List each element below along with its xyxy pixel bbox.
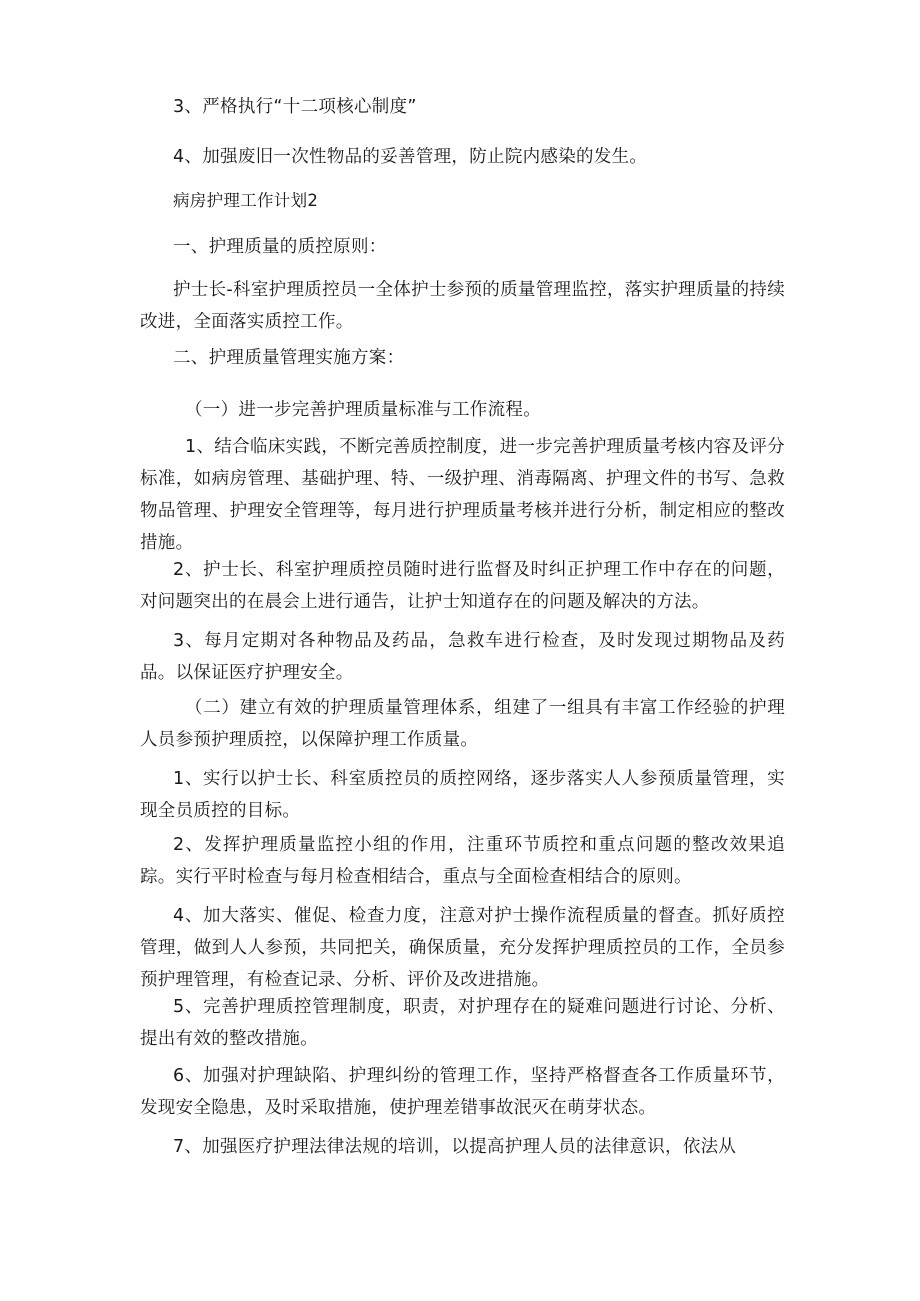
paragraph-quality-principle: 护士长-科室护理质控员一全体护士参预的质量管理监控，落实护理质量的持续改进，全面落实质控工作。 [140, 280, 785, 332]
paragraph-qc-system: 5、完善护理质控管理制度，职责，对护理存在的疑难问题进行讨论、分析、提出有效的整改措施。 [140, 997, 785, 1049]
subheading-quality-system: （二）建立有效的护理质量管理体系，组建了一组具有丰富工作经验的护理人员参预护理质控，以保障护理工作质量。 [140, 698, 785, 750]
paragraph-monthly-inspection: 3、每月定期对各种物品及药品，急救车进行检查，及时发现过期物品及药品。以保证医疗护理安全。 [140, 631, 785, 683]
paragraph-defect-management: 6、加强对护理缺陷、护理纠纷的管理工作，坚持严格督查各工作质量环节，发现安全隐患，及时采取措施，使护理差错事故泯灭在萌芽状态。 [140, 1066, 785, 1118]
paragraph-clinical-practice: 1、结合临床实践，不断完善质控制度，进一步完善护理质量考核内容及评分标准，如病房管理、基础护理、特、一级护理、消毒隔离、护理文件的书写、急救物品管理、护理安全管理等，每月进行护理质量考核并进行分析，制定相应的整改措施。 [140, 437, 785, 553]
heading-quality-principle: 一、护理质量的质控原则： [173, 237, 387, 257]
paragraph-qc-network: 1、实行以护士长、科室质控员的质控网络，逐步落实人人参预质量管理，实现全员质控的目标。 [140, 769, 785, 821]
section-title: 病房护理工作计划2 [173, 191, 319, 210]
paragraph-inspection-effort: 4、加大落实、催促、检查力度，注意对护士操作流程质量的督查。抓好质控管理，做到人人参预，共同把关，确保质量，充分发挥护理质控员的工作，全员参预护理管理，有检查记录、分析、评价及改进措施。 [140, 906, 785, 990]
paragraph-supervision: 2、护士长、科室护理质控员随时进行监督及时纠正护理工作中存在的问题，对问题突出的在晨会上进行通告，让护士知道存在的问题及解决的方法。 [140, 560, 785, 612]
subheading-standards-workflow: （一）进一步完善护理质量标准与工作流程。 [185, 400, 541, 420]
paragraph-core-system: 3、严格执行“十二项核心制度” [173, 97, 417, 117]
paragraph-monitoring-group: 2、发挥护理质量监控小组的作用，注重环节质控和重点问题的整改效果追踪。实行平时检查与每月检查相结合，重点与全面检查相结合的原则。 [140, 835, 785, 887]
paragraph-legal-training: 7、加强医疗护理法律法规的培训，以提高护理人员的法律意识，依法从 [173, 1137, 737, 1157]
paragraph-waste-management: 4、加强废旧一次性物品的妥善管理，防止院内感染的发生。 [173, 147, 648, 167]
heading-implementation-plan: 二、护理质量管理实施方案： [173, 348, 405, 368]
